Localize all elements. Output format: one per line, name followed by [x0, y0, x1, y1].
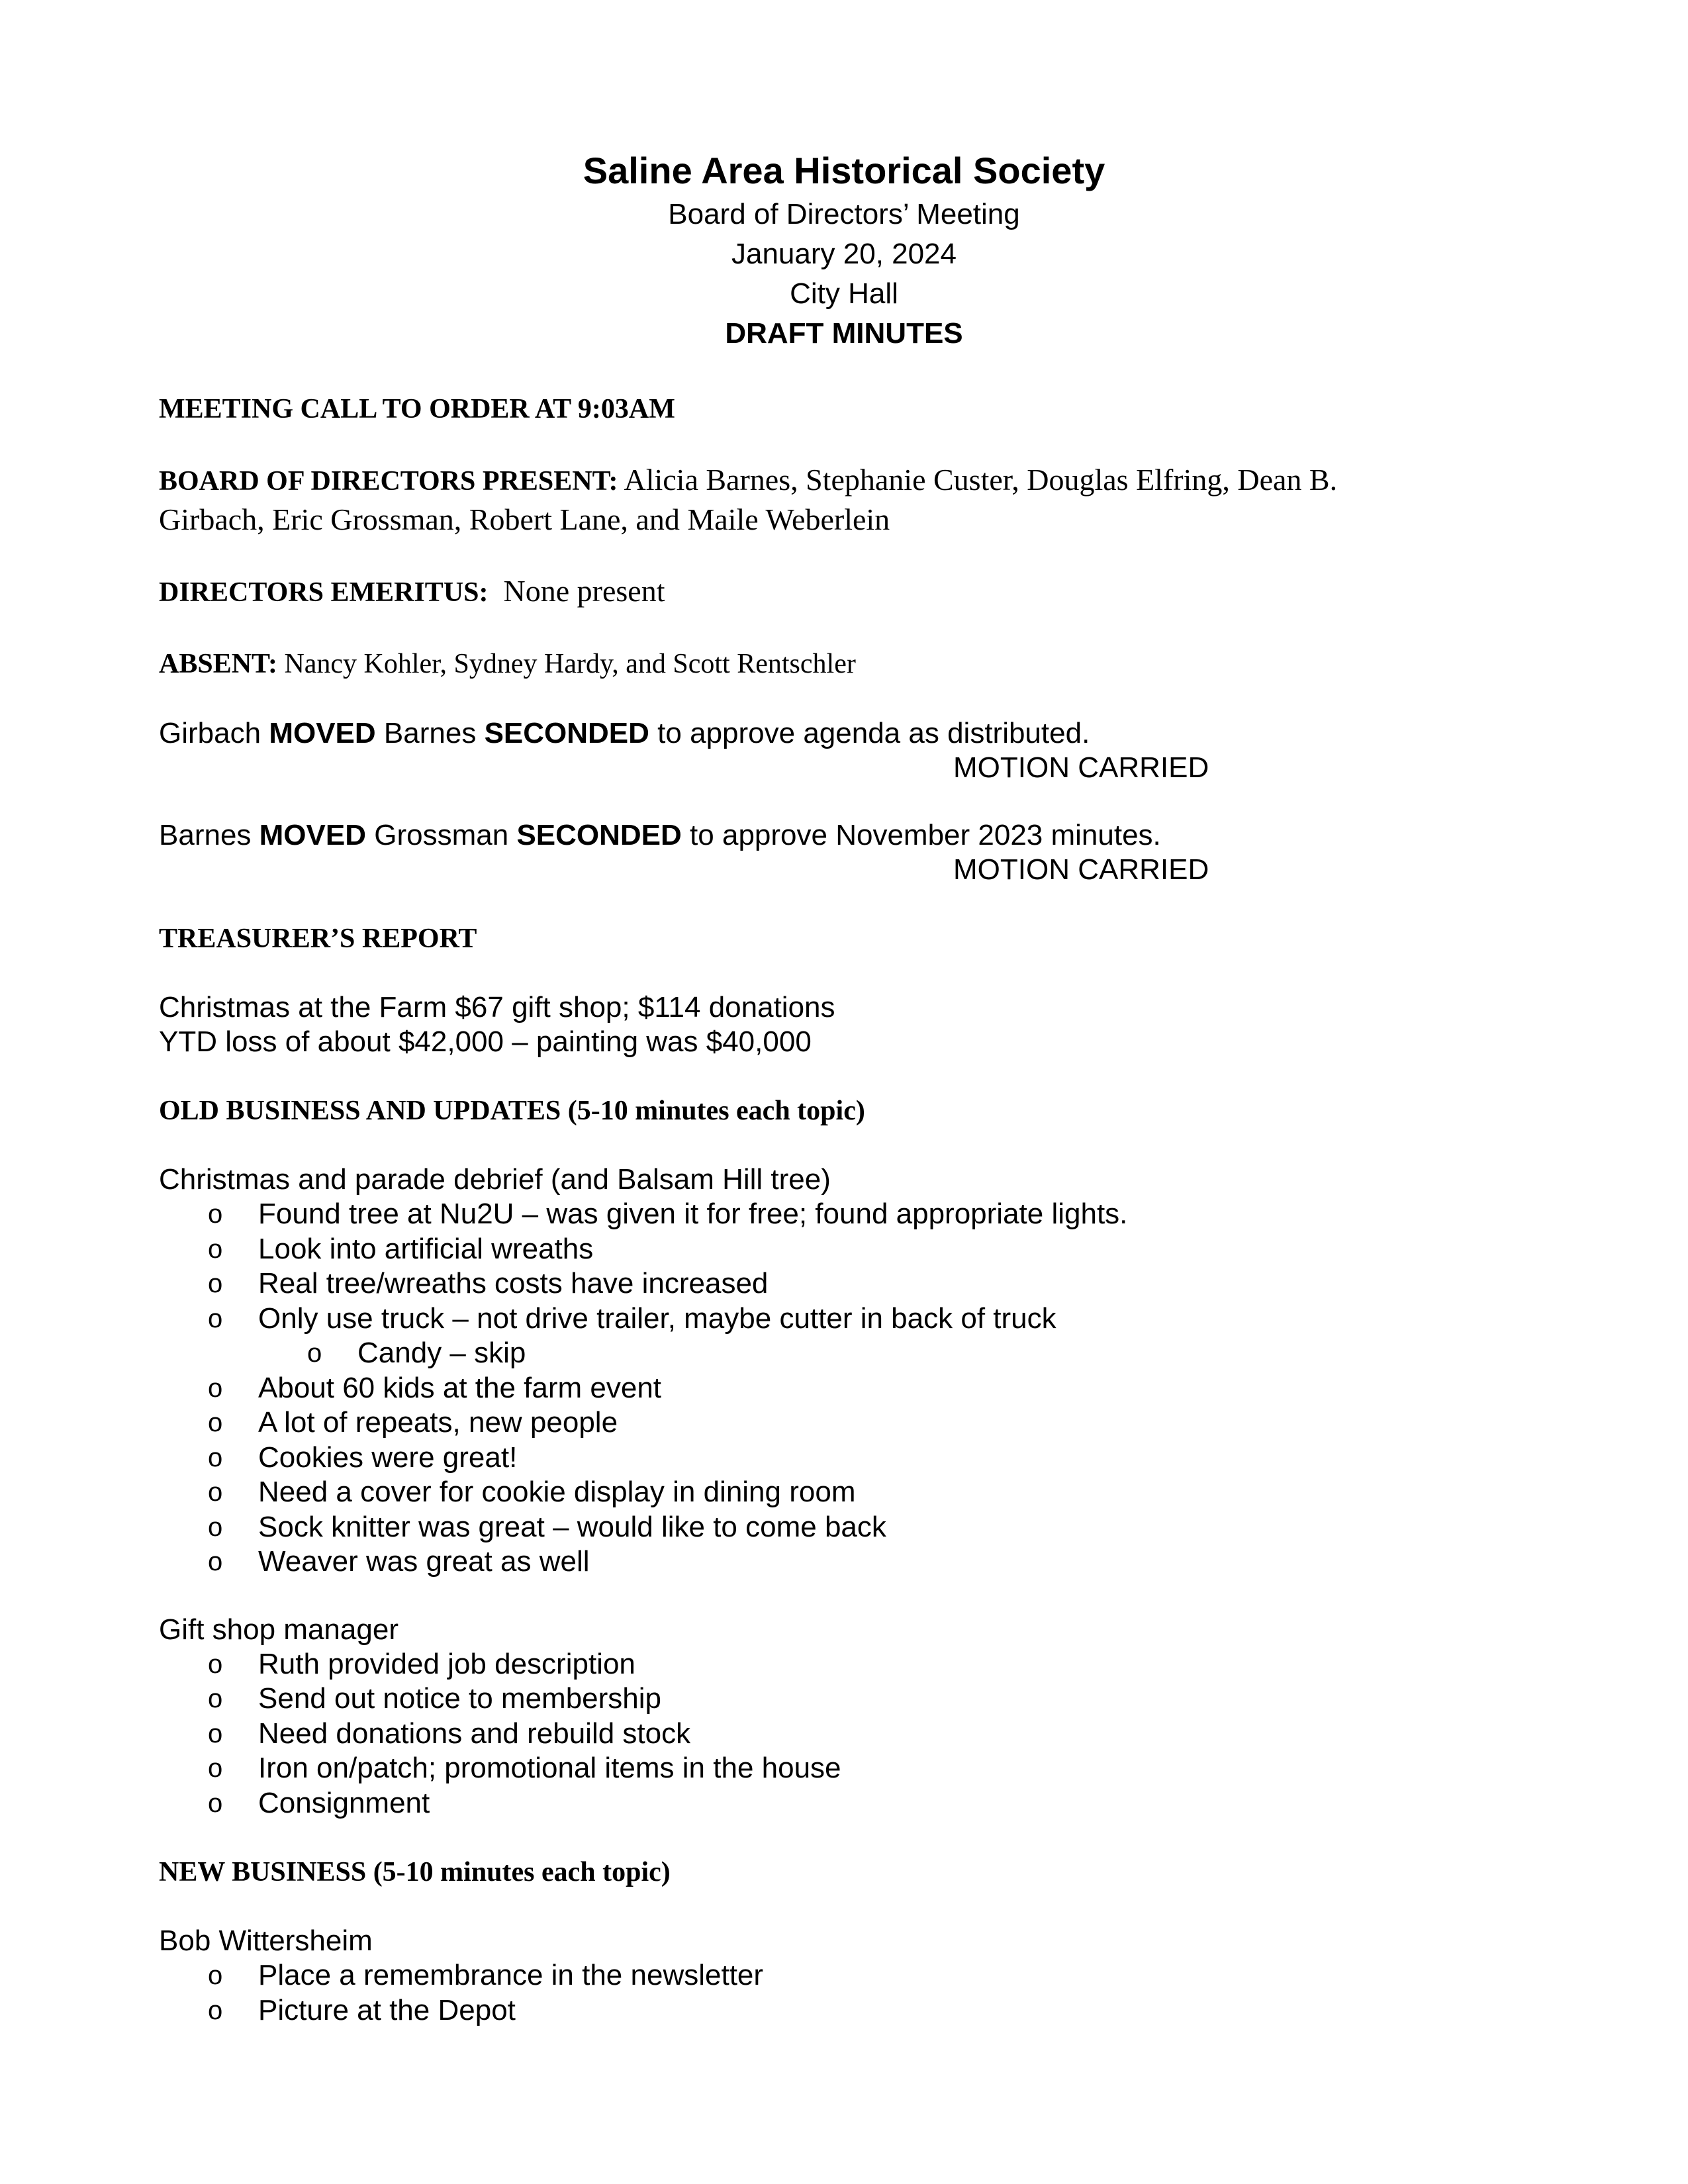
motion-1-result: MOTION CARRIED: [953, 751, 1209, 784]
motion-1-moved: MOVED: [269, 717, 376, 749]
treasurer-line-2: YTD loss of about $42,000 – painting was $40,000: [159, 1025, 812, 1058]
directors-emeritus-value: None present: [503, 574, 665, 608]
list-item: o Ruth provided job description: [159, 1647, 1536, 1682]
directors-emeritus: [159, 572, 1536, 612]
bullet-circle-icon: o: [208, 1408, 223, 1437]
motion-2-mover: Barnes: [159, 819, 252, 851]
list-item: o Consignment: [159, 1786, 1536, 1821]
motion-2-moved: MOVED: [259, 819, 367, 851]
motion-1: [159, 716, 1536, 785]
list-item: o Need donations and rebuild stock: [159, 1717, 1536, 1752]
treasurer-line-1: Christmas at the Farm $67 gift shop; $114 donations: [159, 991, 835, 1023]
motion-1-mover: Girbach: [159, 717, 261, 749]
bullet-circle-icon: o: [208, 1269, 223, 1298]
list-item: o Weaver was great as well: [159, 1544, 1536, 1580]
bullet-circle-icon: o: [208, 1234, 223, 1264]
bullet-circle-icon: o: [208, 1719, 223, 1748]
new-business-topic-1-list: [159, 1958, 1536, 2028]
bullet-circle-icon: o: [208, 1754, 223, 1783]
draft-status: DRAFT MINUTES: [725, 317, 963, 350]
meeting-subtitle: Board of Directors’ Meeting: [668, 198, 1020, 230]
motion-1-seconded: SECONDED: [484, 717, 649, 749]
bullet-circle-icon: o: [208, 1788, 223, 1818]
list-item: o Candy – skip: [159, 1336, 1536, 1371]
list-item: o About 60 kids at the farm event: [159, 1371, 1536, 1406]
bullet-circle-icon: o: [208, 1304, 223, 1333]
old-business-topic-1-list: [159, 1197, 1536, 1580]
meeting-location: City Hall: [790, 277, 898, 310]
absent-members: [159, 645, 1536, 683]
motion-2-text: to approve November 2023 minutes.: [690, 819, 1161, 851]
list-item: o Only use truck – not drive trailer, maybe cutter in back of truck: [159, 1302, 1536, 1337]
motion-1-text: to approve agenda as distributed.: [657, 717, 1090, 749]
motion-2-result: MOTION CARRIED: [953, 853, 1209, 886]
bullet-circle-icon: o: [307, 1339, 322, 1368]
directors-present-names-1: Alicia Barnes, Stephanie Custer, Douglas Elfring, Dean B.: [624, 463, 1338, 497]
list-item: o Need a cover for cookie display in dining room: [159, 1475, 1536, 1510]
call-to-order: MEETING CALL TO ORDER AT 9:03AM: [159, 394, 675, 424]
directors-present-label: BOARD OF DIRECTORS PRESENT:: [159, 466, 618, 497]
list-item: o Look into artificial wreaths: [159, 1232, 1536, 1267]
document-header: [0, 147, 1688, 354]
bullet-circle-icon: o: [208, 1373, 223, 1403]
directors-emeritus-label: DIRECTORS EMERITUS:: [159, 577, 489, 608]
minutes-body: [159, 391, 1536, 2028]
list-item: o Iron on/patch; promotional items in the house: [159, 1751, 1536, 1786]
old-business-topic-2-list: [159, 1647, 1536, 1821]
motion-1-seconder: Barnes: [383, 717, 477, 749]
list-item: o Found tree at Nu2U – was given it for free; found appropriate lights.: [159, 1197, 1536, 1232]
list-item: o Cookies were great!: [159, 1441, 1536, 1476]
list-item: o Picture at the Depot: [159, 1993, 1536, 2028]
motion-2: [159, 818, 1536, 887]
directors-present: [159, 461, 1536, 539]
old-business-topic-2-title: Gift shop manager: [159, 1613, 399, 1646]
absent-names: Nancy Kohler, Sydney Hardy, and Scott Rentschler: [284, 649, 856, 679]
new-business-topic-1-title: Bob Wittersheim: [159, 1924, 373, 1957]
motion-2-seconder: Grossman: [374, 819, 509, 851]
list-item: o Sock knitter was great – would like to come back: [159, 1510, 1536, 1545]
absent-label: ABSENT:: [159, 649, 277, 679]
bullet-circle-icon: o: [208, 1995, 223, 2025]
old-business-heading: OLD BUSINESS AND UPDATES (5-10 minutes each topic): [159, 1096, 865, 1126]
bullet-circle-icon: o: [208, 1649, 223, 1679]
bullet-circle-icon: o: [208, 1443, 223, 1472]
list-item: o Real tree/wreaths costs have increased: [159, 1266, 1536, 1302]
list-item: o A lot of repeats, new people: [159, 1405, 1536, 1441]
directors-present-names-2: Girbach, Eric Grossman, Robert Lane, and Maile Weberlein: [159, 502, 890, 536]
list-item: o Send out notice to membership: [159, 1682, 1536, 1717]
bullet-circle-icon: o: [208, 1512, 223, 1542]
motion-2-seconded: SECONDED: [516, 819, 682, 851]
bullet-circle-icon: o: [208, 1684, 223, 1713]
bullet-circle-icon: o: [208, 1961, 223, 1990]
bullet-circle-icon: o: [208, 1547, 223, 1576]
new-business-heading: NEW BUSINESS (5-10 minutes each topic): [159, 1857, 671, 1887]
bullet-circle-icon: o: [208, 1200, 223, 1229]
list-item: o Place a remembrance in the newsletter: [159, 1958, 1536, 1993]
bullet-circle-icon: o: [208, 1478, 223, 1507]
treasurer-heading: TREASURER’S REPORT: [159, 924, 477, 954]
old-business-topic-1-title: Christmas and parade debrief (and Balsam Hill tree): [159, 1163, 831, 1196]
organization-title: Saline Area Historical Society: [583, 150, 1105, 191]
meeting-date: January 20, 2024: [731, 238, 957, 270]
